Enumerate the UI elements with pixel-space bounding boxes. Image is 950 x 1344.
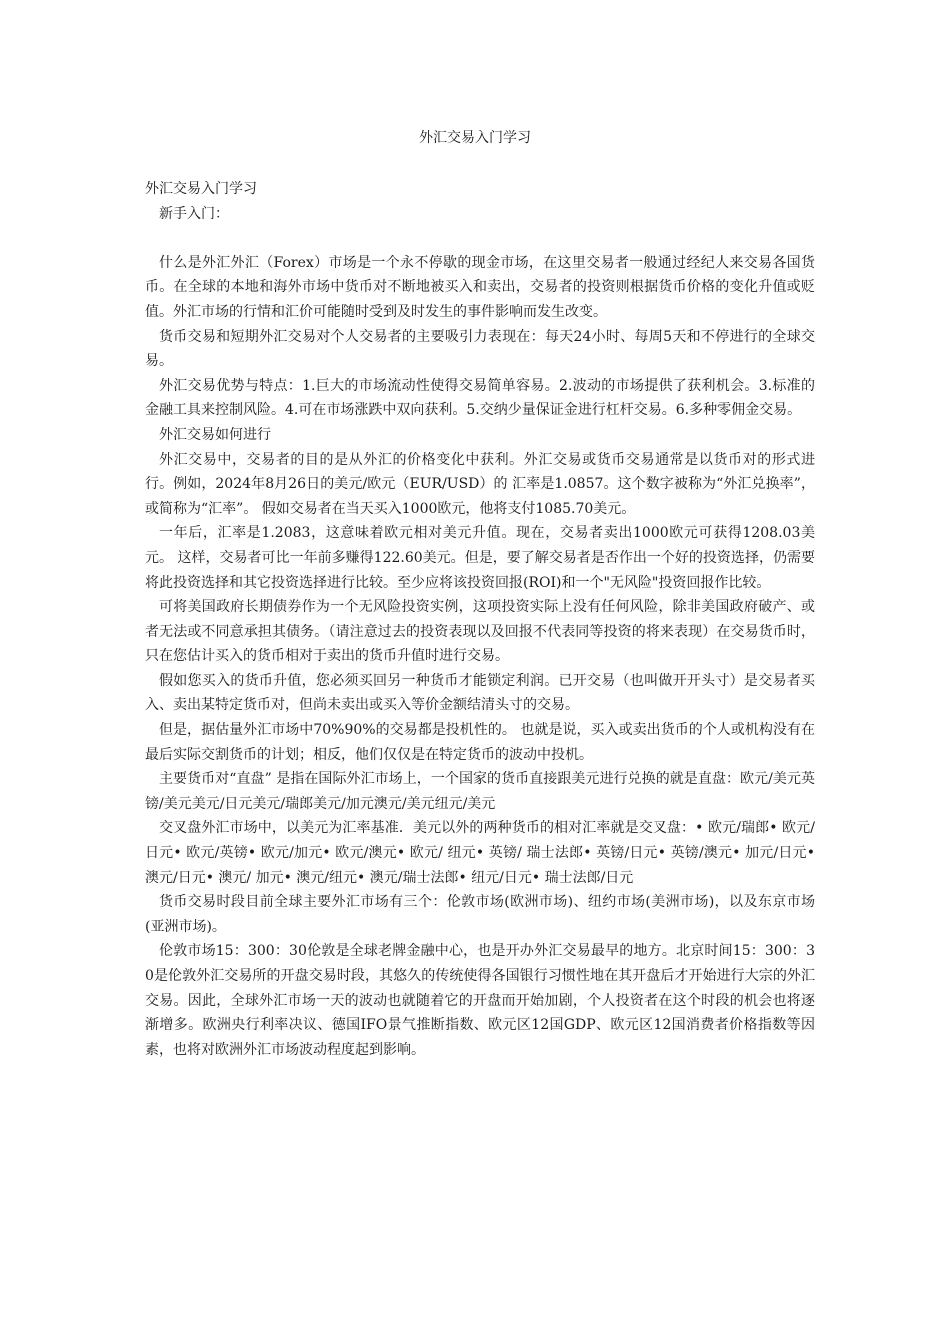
- paragraph: 一年后，汇率是1.2083，这意味着欧元相对美元升值。现在，交易者卖出1000欧元可获得1208.03美元。 这样，交易者可比一年前多赚得122.60美元。但是，要了解交易者是否作出一个好的投资选择，仍需要将此投资选择和其它投资选择进行比较。至少应将该投资回报(ROI)和一个"无风险"投资回报作比较。: [145, 525, 815, 591]
- document-body: [145, 177, 815, 1062]
- paragraph: 新手入门：: [159, 205, 229, 222]
- paragraph: 但是，据估量外汇市场中70%90%的交易都是投机性的。 也就是说，买入或卖出货币的个人或机构没有在最后实际交割货币的计划；相反，他们仅仅是在特定货币的波动中投机。: [145, 722, 815, 763]
- paragraph: 可将美国政府长期债券作为一个无风险投资实例，这项投资实际上没有任何风险，除非美国政府破产、或者无法或不同意承担其债务。（请注意过去的投资表现以及回报不代表同等投资的将来表现）在交易货币时，只在您估计买入的货币相对于卖出的货币升值时进行交易。: [145, 599, 815, 665]
- paragraph: 什么是外汇外汇（Forex）市场是一个永不停歇的现金市场，在这里交易者一般通过经纪人来交易各国货币。在全球的本地和海外市场中货币对不断地被买入和卖出，交易者的投资则根据货币价格的变化升值或贬值。外汇市场的行情和汇价可能随时受到及时发生的事件影响而发生改变。: [145, 254, 815, 320]
- paragraph: 外汇交易如何进行: [159, 426, 271, 443]
- paragraph: 货币交易和短期外汇交易对个人交易者的主要吸引力表现在：每天24小时、每周5天和不停进行的全球交易。: [145, 328, 815, 370]
- paragraph: 假如您买入的货币升值，您必须买回另一种货币才能锁定利润。已开交易（也叫做开开头寸）是交易者买入、卖出某特定货币对，但尚未卖出或买入等价金额结清头寸的交易。: [145, 672, 815, 714]
- paragraph: 主要货币对“直盘” 是指在国际外汇市场上，一个国家的货币直接跟美元进行兑换的就是直盘：欧元/美元英镑/美元美元/日元美元/瑞郎美元/加元澳元/美元纽元/美元: [145, 771, 815, 812]
- section-heading: 外汇交易入门学习: [145, 181, 257, 197]
- paragraph: 伦敦市场15：300：30伦敦是全球老牌金融中心，也是开办外汇交易最早的地方。北京时间15：300：30是伦敦外汇交易所的开盘交易时段，其悠久的传统使得各国银行习惯性地在其开盘后才开始进行大宗的外汇交易。因此，全球外汇市场一天的波动也就随着它的开盘而开始加剧，个人投资者在这个时段的机会也将逐渐增多。欧洲央行利率决议、德国IFO景气推断指数、欧元区12国GDP、欧元区12国消费者价格指数等因素，也将对欧洲外汇市场波动程度起到影响。: [145, 943, 815, 1058]
- document-title: 外汇交易入门学习: [419, 130, 531, 146]
- paragraph: 外汇交易优势与特点：1.巨大的市场流动性使得交易简单容易。2.波动的市场提供了获利机会。3.标准的金融工具来控制风险。4.可在市场涨跌中双向获利。5.交纳少量保证金进行杠杆交易。6.多种零佣金交易。: [145, 377, 815, 419]
- paragraph: 外汇交易中，交易者的目的是从外汇的价格变化中获利。外汇交易或货币交易通常是以货币对的形式进行。例如，2024年8月26日的美元/欧元（EUR/USD）的 汇率是1.0857。这个数字被称为“外汇兑换率”，或简称为“汇率”。 假如交易者在当天买入1000欧元，他将支付1085.70美元。: [145, 451, 815, 517]
- paragraph: 货币交易时段目前全球主要外汇市场有三个：伦敦市场(欧洲市场)、纽约市场(美洲市场)，以及东京市场(亚洲市场)。: [145, 894, 815, 935]
- paragraph: 交叉盘外汇市场中，以美元为汇率基准．美元以外的两种货币的相对汇率就是交叉盘：• 欧元/瑞郎• 欧元/日元• 欧元/英镑• 欧元/加元• 欧元/澳元• 欧元/ 纽元• 英镑/ 瑞士法郎• 英镑/日元• 英镑/澳元• 加元/日元• 澳元/日元• 澳元/ 加元• 澳元/纽元• 澳元/瑞士法郎• 纽元/日元• 瑞士法郎/日元: [145, 820, 815, 886]
